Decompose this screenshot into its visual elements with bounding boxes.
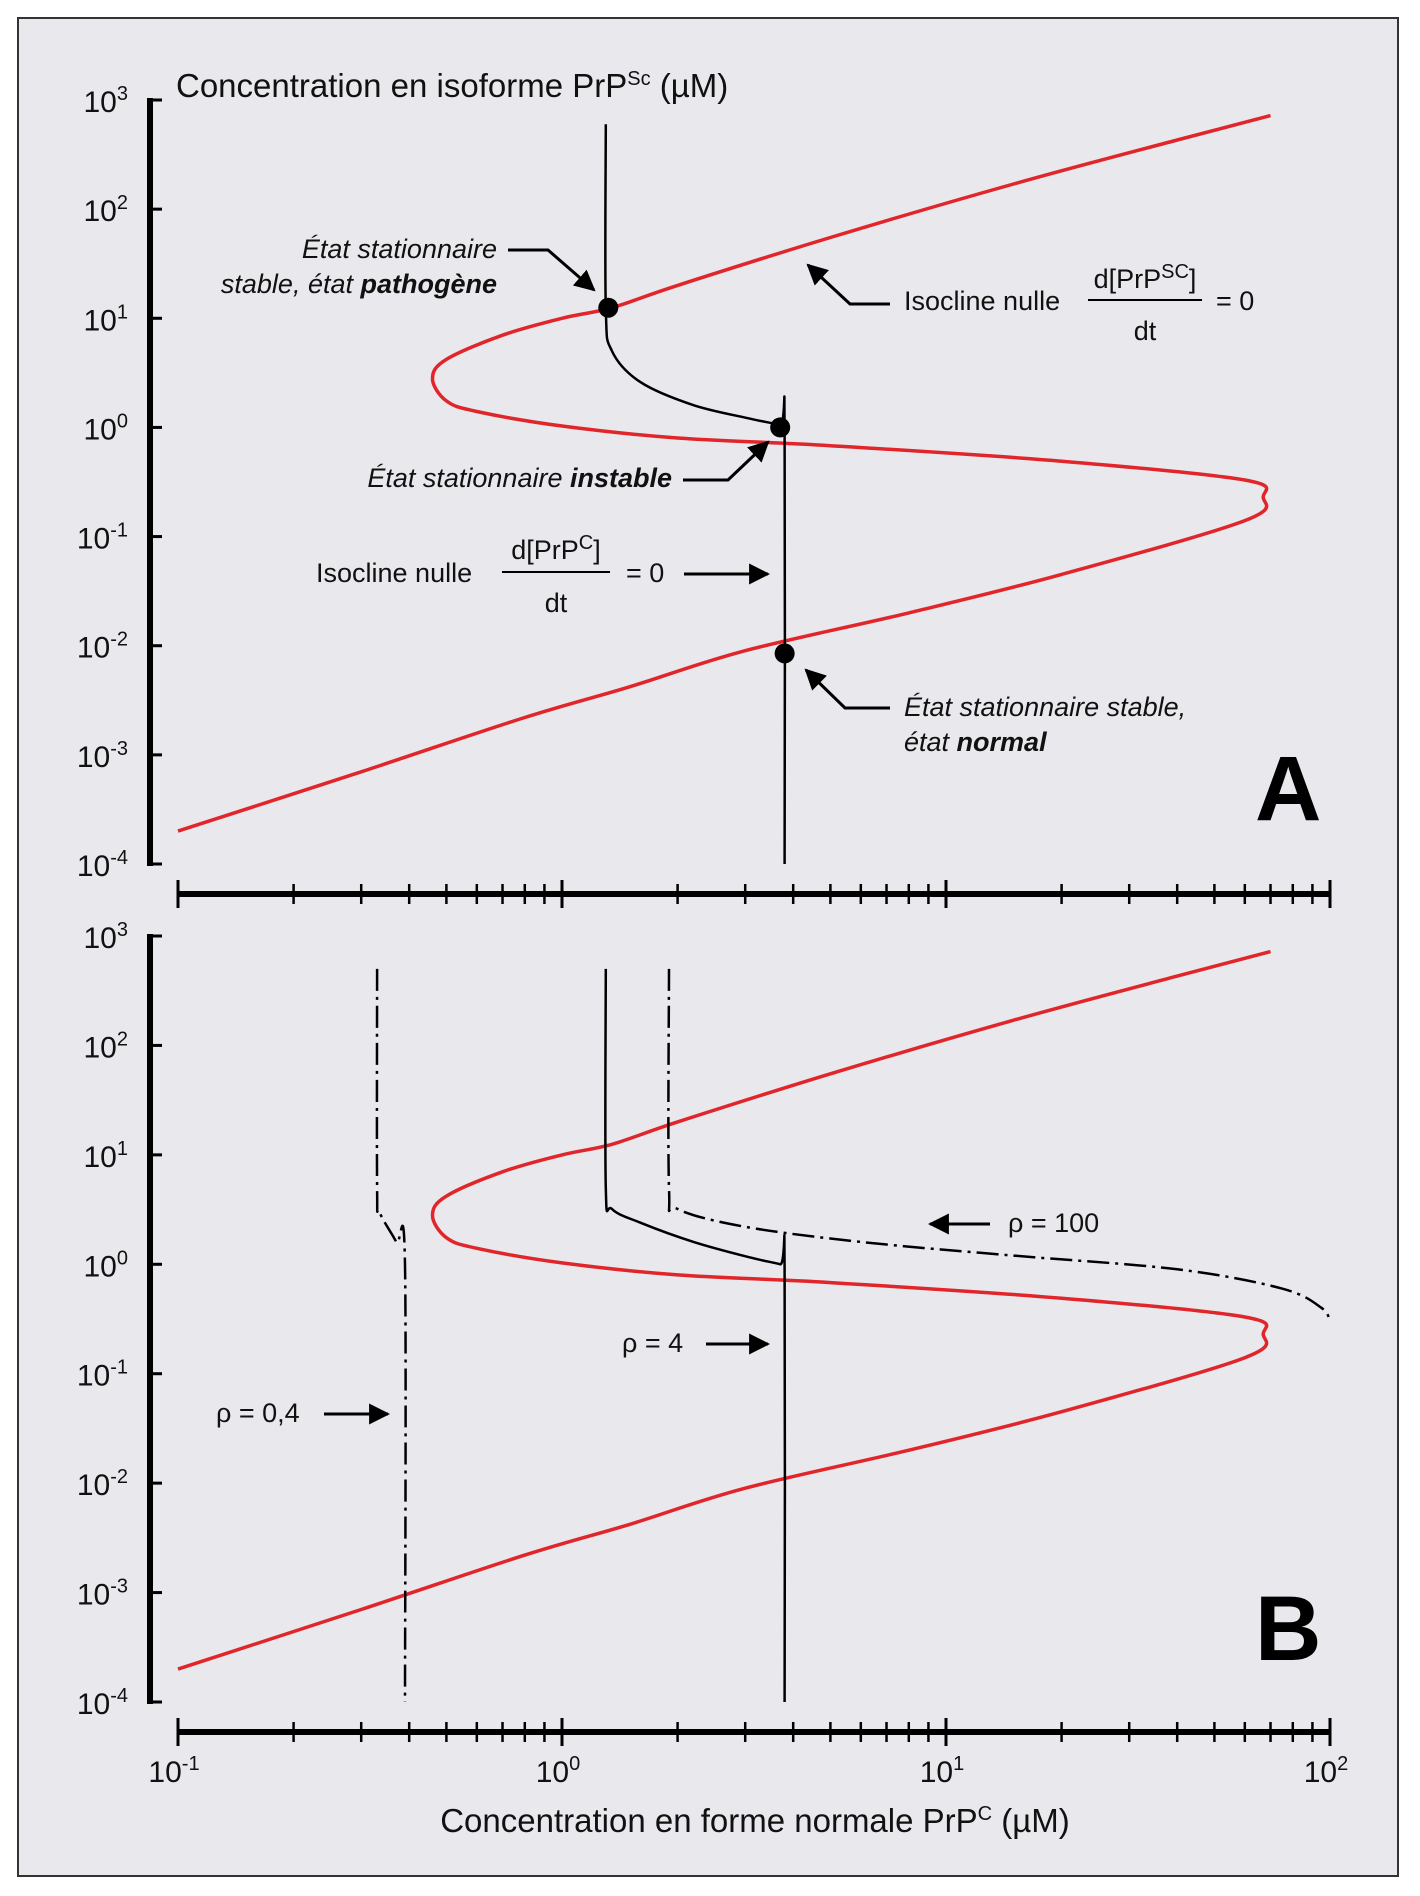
y-tick-label: $10^{-3}$ (76, 737, 128, 774)
isocline-c-denominator: dt (544, 588, 568, 618)
y-axis-title: Concentration en isoforme PrP$^{Sc}$ (µM) (176, 67, 729, 104)
x-tick-label: $10^{-1}$ (148, 1753, 200, 1789)
isocline-sc-equals: = 0 (1216, 286, 1255, 316)
x-tick-label: $10^1$ (919, 1753, 965, 1789)
isocline-c-equals: = 0 (626, 558, 665, 588)
label-rho-04: ρ = 0,4 (216, 1398, 300, 1428)
label-rho-100: ρ = 100 (1008, 1208, 1100, 1238)
panel-letter-b: B (1255, 1578, 1322, 1680)
y-tick-label: $10^3$ (83, 83, 128, 119)
y-tick-label: $10^{-4}$ (76, 847, 128, 883)
y-tick-label: $10^1$ (83, 301, 128, 338)
y-tick-label: $10^1$ (83, 1137, 128, 1174)
y-tick-label: $10^{-1}$ (76, 1356, 128, 1393)
y-tick-label: $10^{-3}$ (76, 1575, 128, 1612)
isocline-sc-denominator: dt (1133, 316, 1157, 346)
x-tick-label: $10^2$ (1303, 1753, 1349, 1789)
annotation-pathogenic-line2: stable, état pathogène (220, 269, 497, 299)
isocline-sc-numerator: d[PrP$^{SC}$] (1093, 261, 1197, 294)
label-rho-4: ρ = 4 (622, 1328, 684, 1358)
steady-state-point (770, 417, 790, 437)
y-tick-label: $10^{-2}$ (76, 628, 128, 665)
y-tick-label: $10^2$ (83, 1028, 128, 1065)
y-tick-label: $10^3$ (83, 919, 128, 955)
annotation-normal-line1: État stationnaire stable, (904, 692, 1187, 722)
isocline-c-numerator: d[PrP$^C$] (511, 532, 601, 565)
y-tick-label: $10^0$ (83, 1247, 128, 1284)
isocline-c-label: Isocline nulle (316, 558, 473, 588)
y-tick-label: $10^{-4}$ (76, 1685, 128, 1721)
steady-state-point (598, 298, 618, 318)
x-axis-title: Concentration en forme normale PrP$^C$ (µM) (440, 1802, 1070, 1839)
panel-letter-a: A (1255, 738, 1322, 840)
steady-state-point (775, 643, 795, 663)
annotation-unstable: État stationnaire instable (367, 463, 672, 493)
x-tick-label: $10^0$ (535, 1753, 581, 1789)
y-tick-label: $10^{-2}$ (76, 1466, 128, 1503)
y-tick-label: $10^2$ (83, 192, 128, 229)
isocline-sc-label: Isocline nulle (904, 286, 1061, 316)
y-tick-label: $10^{-1}$ (76, 519, 128, 556)
annotation-pathogenic-line1: État stationnaire (301, 234, 497, 264)
y-tick-label: $10^0$ (83, 410, 128, 447)
annotation-normal-line2: état normal (904, 727, 1047, 757)
